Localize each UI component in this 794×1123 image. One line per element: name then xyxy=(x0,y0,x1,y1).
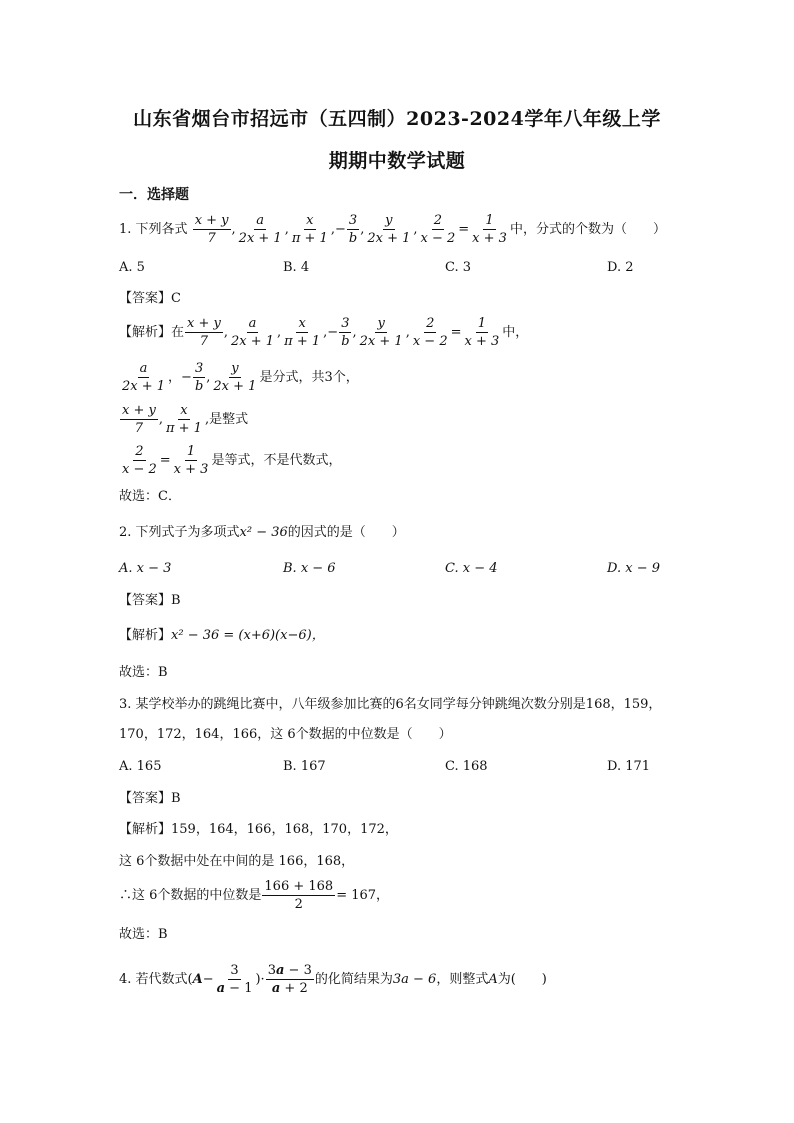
q1-analysis-line-4: $\frac{2}{x - 2}$ = $\frac{1}{x + 3}$ 是等式，不是代数式， xyxy=(122,444,342,477)
q4-suffix: ，则整式 xyxy=(436,972,489,987)
q1-analysis-prefix: 【解析】在 xyxy=(119,325,185,340)
q2-option-d: D. x − 9 xyxy=(607,561,660,576)
fraction: $\frac{2}{x - 2}$ xyxy=(412,316,448,349)
fraction: $\frac{2}{x - 2}$ xyxy=(122,444,157,477)
q1-analysis-mid: 中， xyxy=(502,325,529,340)
fraction: $\frac{1}{x + 3}$ xyxy=(472,213,507,246)
fraction: $\frac{y}{2x + 1}$ xyxy=(359,316,403,349)
q1-prefix: 1. 下列各式 xyxy=(119,222,188,237)
fraction: $\frac{2}{x - 2}$ xyxy=(420,213,456,246)
q1-analysis-line-1: 【解析】在 $\frac{x + y}{7}$ , $\frac{a}{2x + 1}$ , $\frac{x}{\pi + 1}$ ,− $\frac{3}{b}$ , $\frac{y}{2x + 1}$ , $\frac{2}{x - 2}$ = $\frac{1}{x + 3}$ 中， xyxy=(119,316,529,349)
fraction: $\frac{a}{2x + 1}$ xyxy=(122,361,166,394)
fraction: $\frac{3a - 3}{a + 2}$ xyxy=(267,963,312,996)
q1-line4-suffix: 是等式，不是代数式， xyxy=(211,453,342,468)
q3-option-c: C. 168 xyxy=(445,759,488,774)
q4-mid: 的化简结果为 xyxy=(314,972,393,987)
q3-option-b: B. 167 xyxy=(283,759,326,774)
q4-prefix: 4. 若代数式( xyxy=(119,972,193,987)
q1-option-d: D. 2 xyxy=(607,260,634,275)
q4-result: 3a − 6 xyxy=(392,972,437,987)
question-2 xyxy=(119,523,405,543)
q3-option-a: A. 165 xyxy=(119,759,162,774)
q3-median-denominator: 2 xyxy=(294,897,303,912)
fraction: $\frac{y}{2x + 1}$ xyxy=(213,361,257,394)
q2-option-c: C. x − 4 xyxy=(445,561,498,576)
q4-end: 为( ) xyxy=(497,972,547,987)
q2-option-b: B. x − 6 xyxy=(283,561,336,576)
section-heading: 一．选择题 xyxy=(119,187,189,203)
fraction: $\frac{1}{x + 3}$ xyxy=(173,444,209,477)
fraction: $\frac{a}{2x + 1}$ xyxy=(238,213,282,246)
title-line-1: 山东省烟台市招远市（五四制）2023-2024学年八年级上学 xyxy=(133,108,661,130)
q1-line2-suffix: 是分式，共3个， xyxy=(259,370,359,385)
fraction: $\frac{3}{b}$ xyxy=(348,213,358,246)
q3-median-suffix: = 167， xyxy=(336,888,390,903)
question-3-line-1: 3. 某学校举办的跳绳比赛中，八年级参加比赛的6名女同学每分钟跳绳次数分别是168，159， xyxy=(119,697,662,712)
fraction: $\frac{3}{b}$ xyxy=(194,361,204,394)
q2-analysis-expr: x² − 36 = (x+6)(x−6)， xyxy=(171,628,325,643)
q2-analysis xyxy=(119,626,325,646)
fraction: $\frac{x}{\pi + 1}$ xyxy=(284,316,321,349)
fraction: $\frac{x + y}{7}$ xyxy=(187,316,221,349)
q3-middle: 这 6个数据中处在中间的是 166，168， xyxy=(119,854,355,869)
q1-analysis-line-3: $\frac{x + y}{7}$ , $\frac{x}{\pi + 1}$ ,是整式 xyxy=(122,403,249,436)
fraction: $\frac{x + y}{7}$ xyxy=(194,213,229,246)
q2-polynomial: x² − 36 xyxy=(239,525,288,540)
q1-answer: 【答案】C xyxy=(119,291,181,306)
q4-var: A xyxy=(488,972,498,987)
q3-answer: 【答案】B xyxy=(119,791,181,806)
q1-option-b: B. 4 xyxy=(283,260,310,275)
q1-option-a: A. 5 xyxy=(119,260,145,275)
q1-conclusion: 故选：C． xyxy=(119,489,181,504)
q3-median-line xyxy=(119,878,389,913)
fraction: $\frac{3}{a - 1}$ xyxy=(216,963,253,996)
q3-conclusion: 故选：B xyxy=(119,927,168,942)
q2-conclusion: 故选：B xyxy=(119,665,168,680)
question-4: 4. 若代数式(A− $\frac{3}{a - 1}$ )· $\frac{3a - 3}{a + 2}$ 的化简结果为3a − 6，则整式A为( ) xyxy=(119,963,547,996)
q3-option-d: D. 171 xyxy=(607,759,651,774)
question-3-line-2: 170，172，164，166，这 6个数据的中位数是（ ） xyxy=(119,727,452,742)
q1-option-c: C. 3 xyxy=(445,260,472,275)
q2-suffix: 的因式的是（ ） xyxy=(287,525,405,540)
q1-line3-suffix: 是整式 xyxy=(209,412,249,427)
fraction: $\frac{1}{x + 3}$ xyxy=(464,316,500,349)
fraction xyxy=(262,878,335,913)
q3-median-prefix: ∴这 6个数据的中位数是 xyxy=(119,888,262,903)
question-1: 1. 下列各式 $\frac{x + y}{7}$ , $\frac{a}{2x + 1}$ , $\frac{x}{\pi + 1}$ ,− $\frac{3}{b}$ , $\frac{y}{2x + 1}$ , $\frac{2}{x - 2}$ = $\frac{1}{x + 3}$ 中，分式的个数为（ ） xyxy=(119,213,666,246)
title-line-2: 期期中数学试题 xyxy=(328,150,466,172)
fraction: $\frac{x}{\pi + 1}$ xyxy=(165,403,202,436)
q3-analysis: 【解析】159，164，166，168，170，172， xyxy=(119,822,398,837)
q2-answer: 【答案】B xyxy=(119,593,181,608)
q1-suffix: 中，分式的个数为（ ） xyxy=(509,222,666,237)
fraction: $\frac{a}{2x + 1}$ xyxy=(231,316,275,349)
fraction: $\frac{x}{\pi + 1}$ xyxy=(291,213,328,246)
q1-analysis-line-2: $\frac{a}{2x + 1}$ ，− $\frac{3}{b}$ , $\frac{y}{2x + 1}$ 是分式，共3个， xyxy=(122,361,359,394)
q2-analysis-label: 【解析】 xyxy=(119,628,172,643)
fraction: $\frac{x + y}{7}$ xyxy=(122,403,156,436)
q2-prefix: 2. 下列式子为多项式 xyxy=(119,525,240,540)
q3-median-numerator: 166 + 168 xyxy=(264,879,334,894)
q2-option-a: A. x − 3 xyxy=(119,561,172,576)
fraction: $\frac{3}{b}$ xyxy=(341,316,350,349)
fraction: $\frac{y}{2x + 1}$ xyxy=(367,213,411,246)
